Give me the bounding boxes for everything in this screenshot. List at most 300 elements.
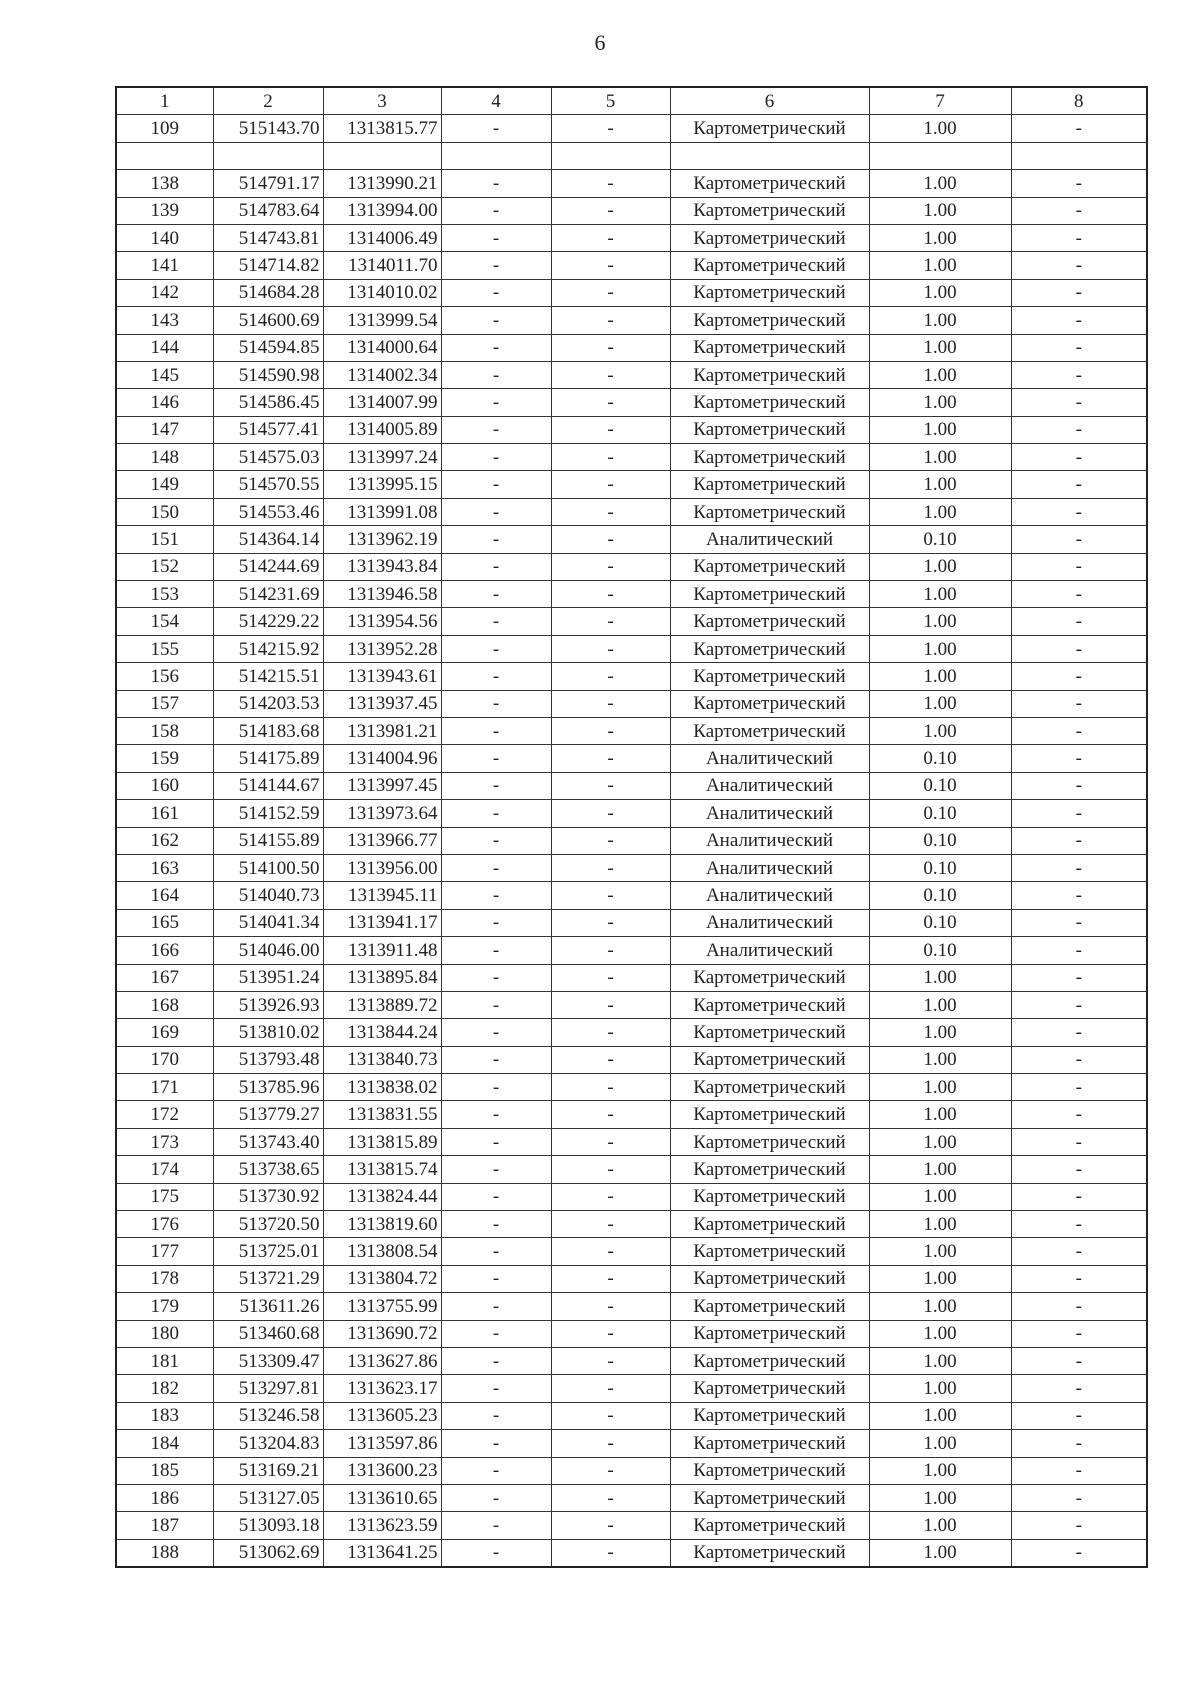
cell-col-4: - [441, 224, 551, 251]
cell-coord-x: 514553.46 [213, 498, 323, 525]
cell-point-number: 183 [116, 1402, 213, 1429]
cell-point-number: 141 [116, 252, 213, 279]
cell-coord-y: 1313911.48 [323, 937, 441, 964]
table-row [116, 909, 1147, 936]
cell-coord-x: 513926.93 [213, 991, 323, 1018]
cell-method: Картометрический [670, 1484, 869, 1511]
cell-coord-y: 1314005.89 [323, 416, 441, 443]
cell-col-5: - [551, 334, 670, 361]
cell-accuracy: 1.00 [869, 964, 1011, 991]
table-row [116, 1128, 1147, 1155]
cell-col-5: - [551, 1539, 670, 1567]
cell-col-5: - [551, 1128, 670, 1155]
cell-coord-y: 1313954.56 [323, 608, 441, 635]
cell-method: Картометрический [670, 1183, 869, 1210]
cell-point-number: 145 [116, 361, 213, 388]
cell-col-8: - [1011, 471, 1147, 498]
cell-point-number: 186 [116, 1484, 213, 1511]
cell-coord-y: 1313605.23 [323, 1402, 441, 1429]
cell-accuracy: 1.00 [869, 553, 1011, 580]
cell-coord-y: 1314010.02 [323, 279, 441, 306]
table-row [116, 389, 1147, 416]
cell-coord-x: 513062.69 [213, 1539, 323, 1567]
cell-col-5: - [551, 197, 670, 224]
cell-col-5: - [551, 937, 670, 964]
cell-accuracy: 1.00 [869, 717, 1011, 744]
cell-coord-x: 513204.83 [213, 1430, 323, 1457]
cell-point-number: 152 [116, 553, 213, 580]
cell-point-number: 185 [116, 1457, 213, 1484]
cell-accuracy: 1.00 [869, 1101, 1011, 1128]
table-row [116, 608, 1147, 635]
cell-coord-y: 1313815.89 [323, 1128, 441, 1155]
cell-col-4: - [441, 690, 551, 717]
table-row [116, 170, 1147, 197]
cell-coord-x: 513785.96 [213, 1074, 323, 1101]
cell-col-4: - [441, 608, 551, 635]
cell-coord-x: 513297.81 [213, 1375, 323, 1402]
cell-col-5: - [551, 1320, 670, 1347]
cell-coord-x: 513720.50 [213, 1211, 323, 1238]
table-body [116, 115, 1147, 1567]
cell-point-number: 161 [116, 800, 213, 827]
cell-accuracy: 1.00 [869, 1238, 1011, 1265]
cell-coord-x: 514231.69 [213, 581, 323, 608]
cell-accuracy: 1.00 [869, 1128, 1011, 1155]
cell-col-8: - [1011, 1375, 1147, 1402]
cell-accuracy: 1.00 [869, 279, 1011, 306]
cell-method: Картометрический [670, 1101, 869, 1128]
table-row [116, 1539, 1147, 1567]
cell-accuracy: 0.10 [869, 827, 1011, 854]
cell-col-8: - [1011, 1457, 1147, 1484]
table-row [116, 964, 1147, 991]
cell-point-number: 138 [116, 170, 213, 197]
table-row [116, 471, 1147, 498]
cell-col-5: - [551, 1484, 670, 1511]
cell-accuracy: 1.00 [869, 608, 1011, 635]
cell-coord-y: 1314007.99 [323, 389, 441, 416]
cell-col-5: - [551, 772, 670, 799]
cell-col-8: - [1011, 772, 1147, 799]
cell-col-8: - [1011, 663, 1147, 690]
cell-col-5: - [551, 1156, 670, 1183]
cell-accuracy: 1.00 [869, 252, 1011, 279]
table-row [116, 1074, 1147, 1101]
cell-col-5: - [551, 717, 670, 744]
cell-col-8: - [1011, 1265, 1147, 1292]
cell-method: Аналитический [670, 937, 869, 964]
cell-accuracy: 1.00 [869, 334, 1011, 361]
cell-method: Аналитический [670, 854, 869, 881]
cell-coord-x: 514215.51 [213, 663, 323, 690]
cell-point-number: 174 [116, 1156, 213, 1183]
cell-col-8: - [1011, 197, 1147, 224]
cell-col-4: - [441, 1019, 551, 1046]
cell-point-number: 157 [116, 690, 213, 717]
cell-col-8: - [1011, 334, 1147, 361]
table-row [116, 663, 1147, 690]
cell-point-number: 179 [116, 1293, 213, 1320]
cell-accuracy: 1.00 [869, 1320, 1011, 1347]
cell-point-number: 109 [116, 115, 213, 142]
cell-coord-x: 514783.64 [213, 197, 323, 224]
cell-col-4: - [441, 937, 551, 964]
cell-method: Картометрический [670, 690, 869, 717]
cell-method: Картометрический [670, 498, 869, 525]
cell-accuracy: 1.00 [869, 498, 1011, 525]
cell-col-4: - [441, 471, 551, 498]
table-header-row [116, 87, 1147, 115]
cell-col-5: - [551, 1293, 670, 1320]
table-row [116, 1402, 1147, 1429]
cell-method: Картометрический [670, 991, 869, 1018]
cell-col-4: - [441, 581, 551, 608]
cell-accuracy [869, 142, 1011, 169]
table-row [116, 1238, 1147, 1265]
cell-accuracy: 1.00 [869, 1484, 1011, 1511]
column-header: 3 [323, 87, 441, 115]
cell-coord-y: 1313943.84 [323, 553, 441, 580]
cell-accuracy: 1.00 [869, 1457, 1011, 1484]
cell-col-4: - [441, 745, 551, 772]
cell-col-5: - [551, 416, 670, 443]
cell-col-4: - [441, 964, 551, 991]
cell-method: Картометрический [670, 444, 869, 471]
table-row [116, 1265, 1147, 1292]
cell-point-number: 159 [116, 745, 213, 772]
cell-coord-y: 1313889.72 [323, 991, 441, 1018]
cell-col-4: - [441, 1484, 551, 1511]
cell-coord-x: 513793.48 [213, 1046, 323, 1073]
cell-method: Картометрический [670, 1265, 869, 1292]
cell-col-5: - [551, 526, 670, 553]
cell-point-number: 170 [116, 1046, 213, 1073]
cell-coord-x: 513309.47 [213, 1347, 323, 1374]
cell-col-8: - [1011, 1211, 1147, 1238]
cell-accuracy: 1.00 [869, 1211, 1011, 1238]
cell-point-number: 169 [116, 1019, 213, 1046]
cell-coord-y: 1313997.45 [323, 772, 441, 799]
cell-method: Картометрический [670, 115, 869, 142]
cell-method: Картометрический [670, 581, 869, 608]
cell-coord-x: 514229.22 [213, 608, 323, 635]
cell-col-4: - [441, 416, 551, 443]
cell-accuracy: 1.00 [869, 1265, 1011, 1292]
cell-accuracy: 1.00 [869, 444, 1011, 471]
cell-coord-y: 1313973.64 [323, 800, 441, 827]
cell-col-4: - [441, 307, 551, 334]
cell-coord-x: 513611.26 [213, 1293, 323, 1320]
cell-coord-y: 1313623.17 [323, 1375, 441, 1402]
cell-accuracy: 1.00 [869, 1402, 1011, 1429]
cell-col-4: - [441, 361, 551, 388]
cell-method: Аналитический [670, 882, 869, 909]
cell-accuracy: 1.00 [869, 389, 1011, 416]
column-header: 8 [1011, 87, 1147, 115]
cell-accuracy: 1.00 [869, 1019, 1011, 1046]
table-row [116, 690, 1147, 717]
cell-col-5: - [551, 279, 670, 306]
cell-coord-x: 514364.14 [213, 526, 323, 553]
cell-col-4 [441, 142, 551, 169]
table-row [116, 1375, 1147, 1402]
cell-col-5: - [551, 1347, 670, 1374]
cell-col-8: - [1011, 1512, 1147, 1539]
cell-accuracy: 1.00 [869, 1046, 1011, 1073]
table-row [116, 1457, 1147, 1484]
cell-coord-x: 513951.24 [213, 964, 323, 991]
cell-method: Картометрический [670, 964, 869, 991]
cell-point-number: 156 [116, 663, 213, 690]
cell-coord-x: 514743.81 [213, 224, 323, 251]
cell-col-4: - [441, 1211, 551, 1238]
cell-point-number: 182 [116, 1375, 213, 1402]
cell-col-5: - [551, 1019, 670, 1046]
table-row [116, 553, 1147, 580]
cell-accuracy: 1.00 [869, 991, 1011, 1018]
cell-coord-x: 513725.01 [213, 1238, 323, 1265]
cell-coord-x: 513246.58 [213, 1402, 323, 1429]
cell-col-4: - [441, 854, 551, 881]
table-row [116, 1293, 1147, 1320]
table-row [116, 800, 1147, 827]
cell-col-4: - [441, 279, 551, 306]
cell-coord-x: 514570.55 [213, 471, 323, 498]
cell-col-5: - [551, 991, 670, 1018]
cell-method: Картометрический [670, 416, 869, 443]
table-row [116, 1183, 1147, 1210]
cell-point-number: 142 [116, 279, 213, 306]
cell-coord-y: 1313995.15 [323, 471, 441, 498]
cell-point-number: 172 [116, 1101, 213, 1128]
cell-col-5: - [551, 553, 670, 580]
column-header: 7 [869, 87, 1011, 115]
cell-point-number [116, 142, 213, 169]
cell-point-number: 146 [116, 389, 213, 416]
column-header: 1 [116, 87, 213, 115]
cell-coord-y: 1313990.21 [323, 170, 441, 197]
cell-method: Картометрический [670, 1430, 869, 1457]
cell-point-number: 149 [116, 471, 213, 498]
cell-col-8: - [1011, 115, 1147, 142]
cell-method: Картометрический [670, 1156, 869, 1183]
cell-col-5: - [551, 663, 670, 690]
cell-accuracy: 1.00 [869, 307, 1011, 334]
table-row [116, 252, 1147, 279]
table-row [116, 1046, 1147, 1073]
cell-col-8: - [1011, 1238, 1147, 1265]
cell-col-8: - [1011, 416, 1147, 443]
cell-coord-x: 514183.68 [213, 717, 323, 744]
cell-coord-y: 1313956.00 [323, 854, 441, 881]
cell-coord-x: 513730.92 [213, 1183, 323, 1210]
cell-col-5: - [551, 252, 670, 279]
cell-coord-y: 1313991.08 [323, 498, 441, 525]
cell-coord-y: 1313999.54 [323, 307, 441, 334]
table-row [116, 498, 1147, 525]
cell-point-number: 162 [116, 827, 213, 854]
page-number: 6 [594, 30, 606, 55]
cell-col-8: - [1011, 1402, 1147, 1429]
cell-col-8: - [1011, 1539, 1147, 1567]
table-row [116, 745, 1147, 772]
cell-accuracy: 0.10 [869, 909, 1011, 936]
cell-col-5: - [551, 1074, 670, 1101]
cell-method: Картометрический [670, 1320, 869, 1347]
cell-point-number: 181 [116, 1347, 213, 1374]
cell-method: Картометрический [670, 1019, 869, 1046]
cell-col-8: - [1011, 635, 1147, 662]
cell-col-5 [551, 142, 670, 169]
table-row [116, 937, 1147, 964]
cell-accuracy: 1.00 [869, 1512, 1011, 1539]
table-row [116, 772, 1147, 799]
cell-method: Картометрический [670, 1211, 869, 1238]
cell-accuracy: 1.00 [869, 224, 1011, 251]
cell-point-number: 151 [116, 526, 213, 553]
table-row [116, 581, 1147, 608]
cell-col-8: - [1011, 854, 1147, 881]
table-row [116, 307, 1147, 334]
cell-col-8: - [1011, 361, 1147, 388]
table-row [116, 717, 1147, 744]
cell-col-5: - [551, 635, 670, 662]
cell-col-8: - [1011, 1019, 1147, 1046]
cell-point-number: 160 [116, 772, 213, 799]
cell-coord-x: 513460.68 [213, 1320, 323, 1347]
cell-col-4: - [441, 498, 551, 525]
cell-col-5: - [551, 1183, 670, 1210]
cell-accuracy: 0.10 [869, 937, 1011, 964]
cell-point-number: 187 [116, 1512, 213, 1539]
cell-coord-y: 1313981.21 [323, 717, 441, 744]
cell-col-5: - [551, 224, 670, 251]
table-row [116, 197, 1147, 224]
cell-point-number: 148 [116, 444, 213, 471]
cell-col-5: - [551, 170, 670, 197]
cell-point-number: 178 [116, 1265, 213, 1292]
table-row [116, 115, 1147, 142]
cell-accuracy: 1.00 [869, 1539, 1011, 1567]
cell-coord-x: 515143.70 [213, 115, 323, 142]
cell-method: Картометрический [670, 170, 869, 197]
cell-method: Картометрический [670, 1128, 869, 1155]
cell-accuracy: 1.00 [869, 1375, 1011, 1402]
cell-coord-x: 513779.27 [213, 1101, 323, 1128]
cell-col-5: - [551, 690, 670, 717]
cell-col-8 [1011, 142, 1147, 169]
cell-accuracy: 1.00 [869, 1183, 1011, 1210]
cell-method: Картометрический [670, 1402, 869, 1429]
cell-col-8: - [1011, 1484, 1147, 1511]
cell-method: Картометрический [670, 1375, 869, 1402]
cell-point-number: 167 [116, 964, 213, 991]
cell-point-number: 175 [116, 1183, 213, 1210]
cell-accuracy: 1.00 [869, 690, 1011, 717]
table-row [116, 444, 1147, 471]
cell-col-5: - [551, 1238, 670, 1265]
cell-coord-x: 513738.65 [213, 1156, 323, 1183]
cell-col-4: - [441, 1128, 551, 1155]
cell-accuracy: 1.00 [869, 1347, 1011, 1374]
cell-col-5: - [551, 1046, 670, 1073]
cell-point-number: 147 [116, 416, 213, 443]
cell-accuracy: 1.00 [869, 170, 1011, 197]
cell-method: Картометрический [670, 224, 869, 251]
cell-coord-y [323, 142, 441, 169]
cell-coord-y: 1313844.24 [323, 1019, 441, 1046]
cell-col-4: - [441, 772, 551, 799]
cell-coord-x: 514155.89 [213, 827, 323, 854]
cell-col-4: - [441, 909, 551, 936]
cell-coord-x: 513743.40 [213, 1128, 323, 1155]
cell-col-4: - [441, 1347, 551, 1374]
cell-coord-y: 1313946.58 [323, 581, 441, 608]
cell-coord-x: 513721.29 [213, 1265, 323, 1292]
cell-coord-y: 1313600.23 [323, 1457, 441, 1484]
cell-col-4: - [441, 1457, 551, 1484]
cell-accuracy: 1.00 [869, 197, 1011, 224]
cell-col-8: - [1011, 581, 1147, 608]
cell-accuracy: 1.00 [869, 115, 1011, 142]
cell-coord-x: 514100.50 [213, 854, 323, 881]
cell-accuracy: 0.10 [869, 854, 1011, 881]
cell-coord-x: 514577.41 [213, 416, 323, 443]
cell-point-number: 140 [116, 224, 213, 251]
cell-coord-x: 514684.28 [213, 279, 323, 306]
cell-coord-x: 514586.45 [213, 389, 323, 416]
cell-col-5: - [551, 800, 670, 827]
cell-col-8: - [1011, 1156, 1147, 1183]
cell-coord-y: 1313815.74 [323, 1156, 441, 1183]
cell-col-8: - [1011, 279, 1147, 306]
cell-accuracy: 1.00 [869, 471, 1011, 498]
cell-col-5: - [551, 964, 670, 991]
cell-coord-y: 1313597.86 [323, 1430, 441, 1457]
cell-point-number: 163 [116, 854, 213, 881]
cell-col-4: - [441, 1238, 551, 1265]
cell-point-number: 176 [116, 1211, 213, 1238]
cell-col-8: - [1011, 827, 1147, 854]
table-row [116, 526, 1147, 553]
cell-col-4: - [441, 526, 551, 553]
cell-col-5: - [551, 745, 670, 772]
cell-col-8: - [1011, 745, 1147, 772]
cell-col-8: - [1011, 526, 1147, 553]
cell-col-5: - [551, 608, 670, 635]
cell-coord-x: 513169.21 [213, 1457, 323, 1484]
table-row [116, 991, 1147, 1018]
cell-col-5: - [551, 1101, 670, 1128]
cell-accuracy: 1.00 [869, 1074, 1011, 1101]
cell-coord-y: 1313941.17 [323, 909, 441, 936]
cell-coord-y: 1313804.72 [323, 1265, 441, 1292]
cell-method: Картометрический [670, 1074, 869, 1101]
cell-col-4: - [441, 115, 551, 142]
cell-method: Картометрический [670, 252, 869, 279]
cell-accuracy: 1.00 [869, 635, 1011, 662]
cell-coord-y: 1313945.11 [323, 882, 441, 909]
cell-col-8: - [1011, 991, 1147, 1018]
cell-col-8: - [1011, 800, 1147, 827]
cell-method: Аналитический [670, 526, 869, 553]
cell-col-4: - [441, 1320, 551, 1347]
cell-coord-x: 514144.67 [213, 772, 323, 799]
cell-col-8: - [1011, 444, 1147, 471]
cell-col-5: - [551, 1265, 670, 1292]
cell-coord-x: 514590.98 [213, 361, 323, 388]
